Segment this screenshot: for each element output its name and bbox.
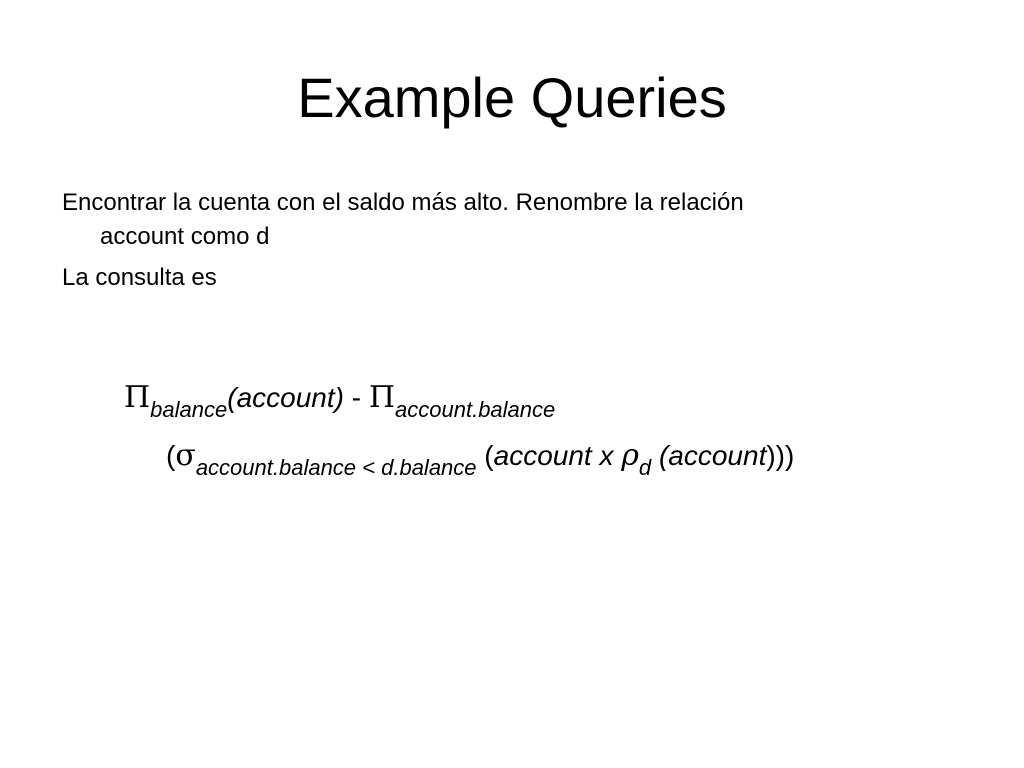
- formula-line-2: [166, 438, 795, 480]
- paragraph-query-intro: La consulta es: [62, 264, 217, 291]
- paragraph-line-1: Encontrar la cuenta con el saldo más alto. Renombre la relación: [62, 189, 744, 216]
- projection-operand: (account): [227, 382, 344, 413]
- open-paren-2: (: [476, 440, 494, 471]
- projection-symbol: Π: [124, 380, 151, 415]
- projection-subscript-account-balance: account.balance: [395, 397, 556, 422]
- rename-operand: (account: [651, 440, 767, 471]
- minus-operator: -: [343, 382, 369, 413]
- projection-symbol-2: Π: [368, 380, 396, 415]
- projection-subscript-balance: balance: [150, 397, 228, 422]
- paragraph-find-max-balance: [62, 186, 922, 254]
- paragraph-line-2: account como d: [100, 223, 270, 250]
- closing-parens: ))): [766, 440, 795, 471]
- selection-condition: account.balance < d.balance: [195, 455, 477, 480]
- formula-line-1: [124, 380, 556, 422]
- selection-symbol: σ: [175, 438, 196, 473]
- slide-title: Example Queries: [297, 66, 727, 129]
- rename-subscript: d: [638, 455, 652, 480]
- cartesian-product: account x: [493, 440, 622, 471]
- open-paren: (: [166, 440, 176, 471]
- rename-symbol: ρ: [621, 438, 639, 473]
